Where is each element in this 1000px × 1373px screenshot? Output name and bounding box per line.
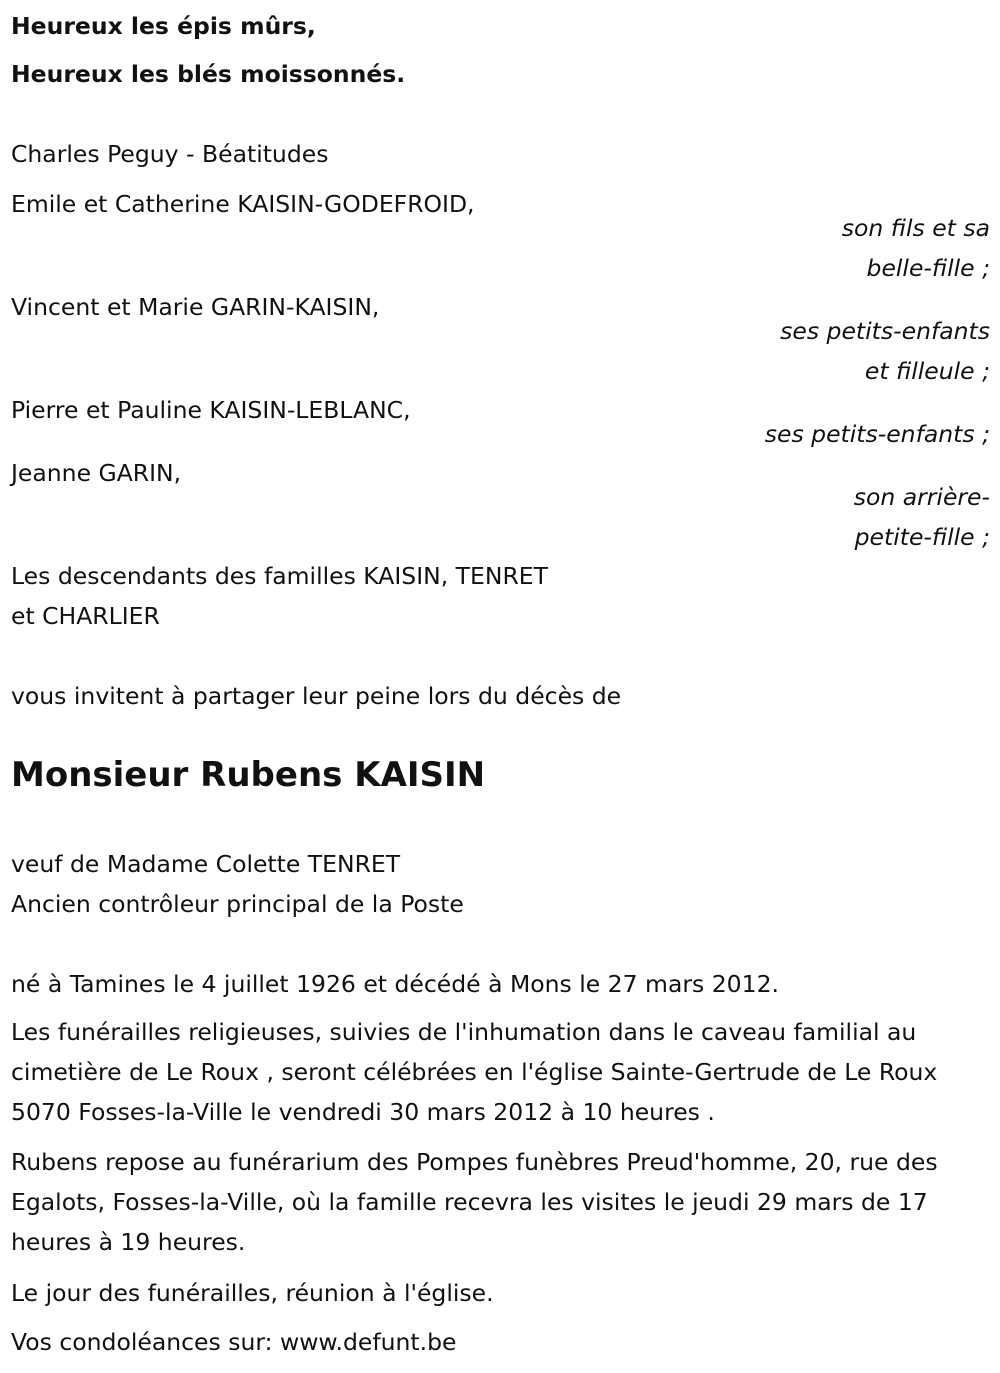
- occupation-text: Ancien contrôleur principal de la Poste: [11, 890, 464, 918]
- meeting-text: Le jour des funérailles, réunion à l'église.: [11, 1279, 494, 1307]
- epigraph-line-1: Heureux les épis mûrs,: [11, 12, 316, 40]
- condolences-text: Vos condoléances sur: www.defunt.be: [11, 1328, 457, 1356]
- family-relation-1-line-1: son fils et sa: [841, 214, 990, 242]
- deceased-name: Monsieur Rubens KAISIN: [11, 755, 486, 795]
- family-relation-1-line-2: belle-fille ;: [866, 254, 990, 282]
- family-names-2: Vincent et Marie GARIN-KAISIN,: [11, 293, 380, 321]
- descendants-line-2: et CHARLIER: [11, 602, 160, 630]
- family-relation-2-line-1: ses petits-enfants: [780, 317, 990, 345]
- funeral-paragraph: Les funérailles religieuses, suivies de l'inhumation dans le caveau familial au cimetière de Le Roux , seront célébrées en l'église Sainte-Gertrude de Le Roux 5070 Fosses-la-Ville le vendredi 30 mars 2012 à 10 heures .: [11, 1018, 938, 1126]
- visitation-paragraph: Rubens repose au funérarium des Pompes funèbres Preud'homme, 20, rue des Egalots, Fosses-la-Ville, où la famille recevra les visites le jeudi 29 mars de 17 heures à 19 heures.: [11, 1148, 938, 1256]
- epigraph-attribution: Charles Peguy - Béatitudes: [11, 140, 329, 168]
- family-names-3: Pierre et Pauline KAISIN-LEBLANC,: [11, 396, 411, 424]
- descendants-line-1: Les descendants des familles KAISIN, TENRET: [11, 562, 548, 590]
- birth-death-text: né à Tamines le 4 juillet 1926 et décédé à Mons le 27 mars 2012.: [11, 970, 779, 998]
- widower-text: veuf de Madame Colette TENRET: [11, 850, 401, 878]
- invitation-text: vous invitent à partager leur peine lors du décès de: [11, 682, 622, 710]
- family-names-1: Emile et Catherine KAISIN-GODEFROID,: [11, 190, 475, 218]
- family-relation-2: [780, 311, 990, 391]
- family-relation-3-line-1: ses petits-enfants ;: [764, 420, 990, 448]
- family-relation-4: [854, 477, 990, 557]
- family-relation-4-line-1: son arrière-: [853, 483, 990, 511]
- family-names-4: Jeanne GARIN,: [11, 459, 182, 487]
- family-relation-2-line-2: et filleule ;: [864, 357, 990, 385]
- family-relation-3: [765, 414, 990, 454]
- family-relation-1: [842, 208, 990, 288]
- epigraph-line-2: Heureux les blés moissonnés.: [11, 60, 406, 88]
- family-relation-4-line-2: petite-fille ;: [854, 523, 990, 551]
